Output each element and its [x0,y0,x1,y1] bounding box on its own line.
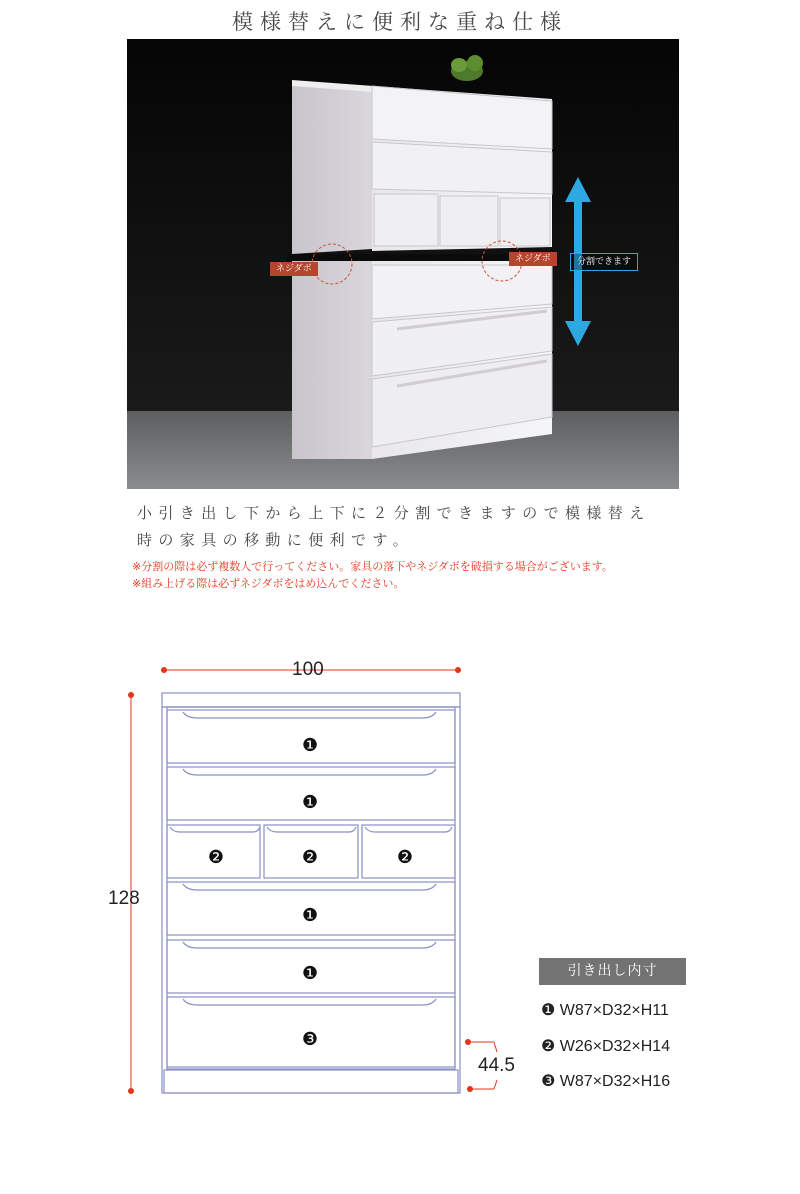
note-2: ※組み上げる際は必ずネジダボをはめ込んでください。 [132,577,405,590]
drawer-marker-7: ❶ [301,963,319,984]
drawer-marker-4: ❷ [301,847,319,868]
screw-dowel-tag-left: ネジダボ [270,262,318,276]
drawer-marker-5: ❷ [396,847,414,868]
legend-item [541,1036,670,1056]
legend-text: W87×D32×H16 [559,1073,671,1090]
screw-dowel-tag-right: ネジダボ [509,252,557,266]
drawer-marker-1: ❶ [301,735,319,756]
base-height-label: 44.5 [478,1055,515,1076]
split-label: 分割できます [570,253,638,271]
legend-item [541,1000,669,1020]
legend-item [541,1071,670,1091]
drawer-marker-8: ❸ [301,1029,319,1050]
dimension-diagram [0,640,800,1120]
description-line-2: 時の家具の移動に便利です。 [137,531,415,549]
description [137,500,677,554]
drawer-marker-2: ❶ [301,792,319,813]
note-1: ※分割の際は必ず複数人で行ってください。家具の落下やネジダボを破損する場合がございます。 [132,560,613,573]
legend-marker: ❷ [541,1036,556,1055]
description-line-1: 小引き出し下から上下に２分割できますので模様替え [137,504,651,522]
product-photo [127,39,679,489]
legend-marker: ❶ [541,1000,556,1019]
drawer-marker-6: ❶ [301,905,319,926]
page-title: 模様替えに便利な重ね仕様 [232,10,568,34]
height-label: 128 [108,888,140,909]
legend-text: W87×D32×H11 [559,1002,669,1019]
drawer-marker-3: ❷ [207,847,225,868]
legend-marker: ❸ [541,1071,556,1090]
width-label: 100 [292,659,324,680]
legend-title: 引き出し内寸 [539,958,686,985]
legend-text: W26×D32×H14 [559,1038,671,1055]
